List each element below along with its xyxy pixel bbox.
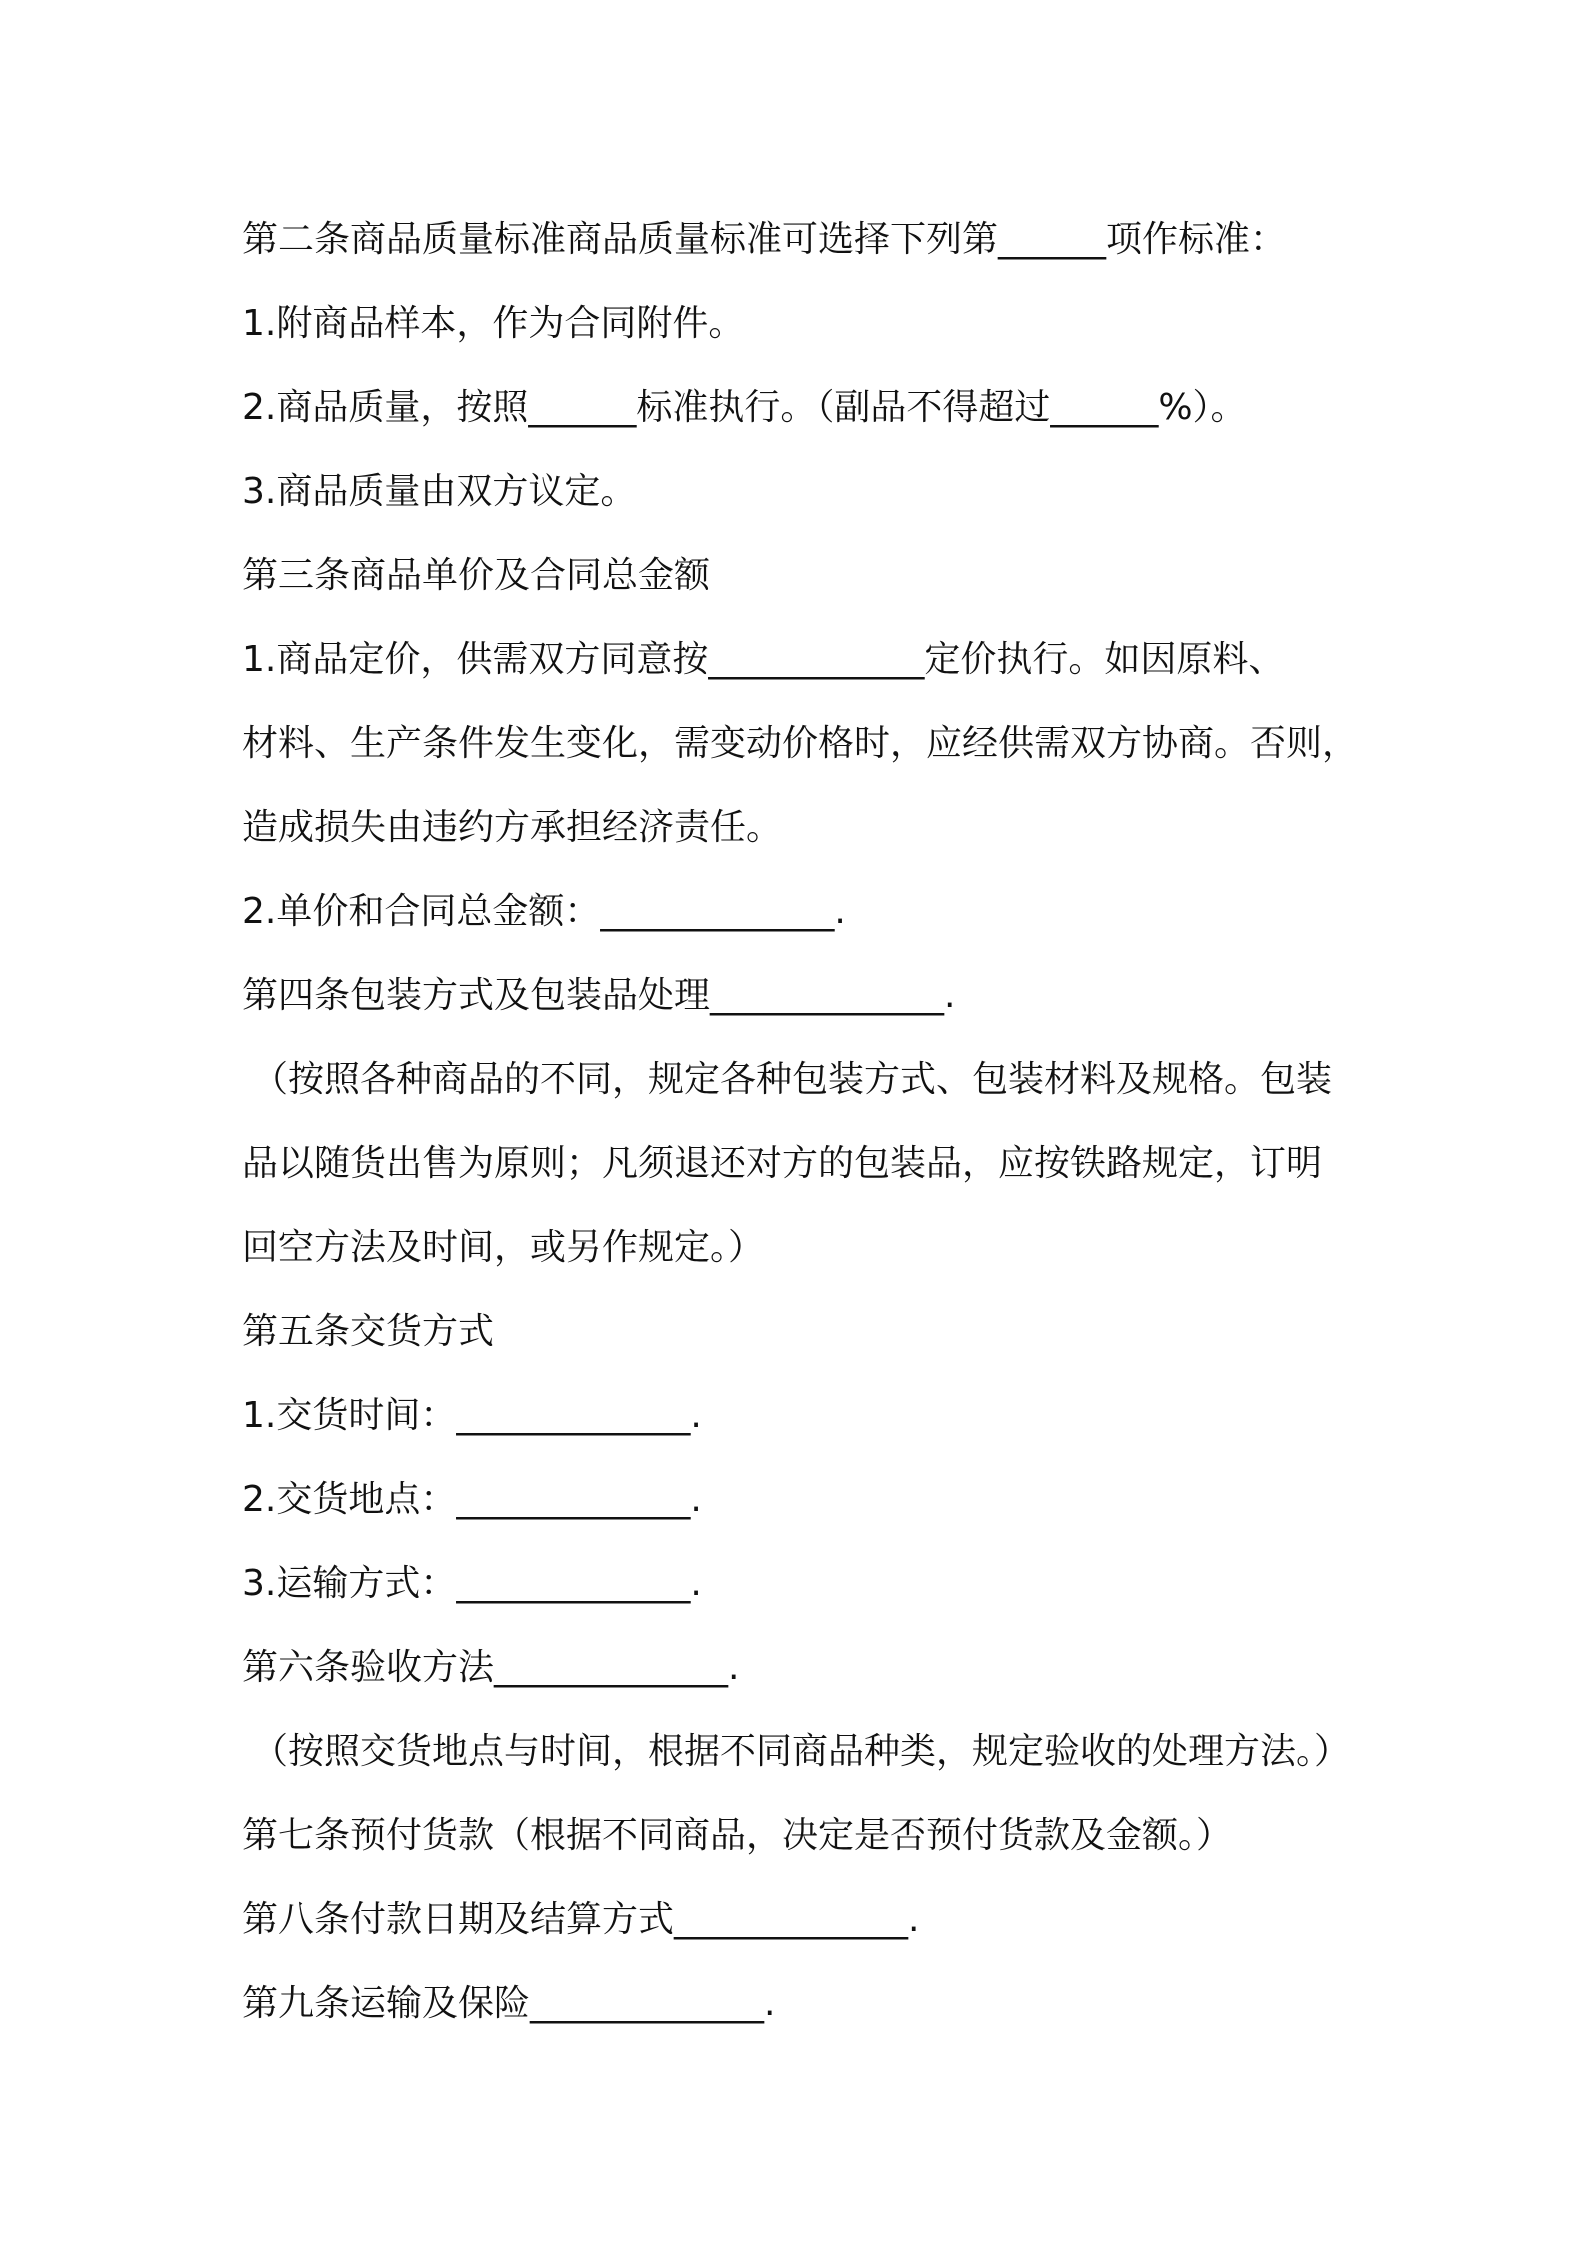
clause-8-heading: 第八条付款日期及结算方式_____________. xyxy=(242,1899,920,1940)
contract-body xyxy=(242,198,1402,2046)
clause-9-heading: 第九条运输及保险_____________. xyxy=(242,1983,776,2024)
clause-5-heading: 第五条交货方式 xyxy=(242,1311,495,1352)
clause-4-note-line-1: （按照各种商品的不同，规定各种包装方式、包装材料及规格。包装 xyxy=(252,1059,1333,1100)
clause-5-item-2: 2.交货地点：_____________. xyxy=(242,1479,702,1520)
clause-4-heading: 第四条包装方式及包装品处理_____________. xyxy=(242,975,956,1016)
clause-2-item-2: 2.商品质量，按照______标准执行。（副品不得超过______%）。 xyxy=(242,387,1247,428)
clause-2-heading: 第二条商品质量标准商品质量标准可选择下列第______项作标准： xyxy=(242,219,1287,260)
clause-3-item-1-line-2: 材料、生产条件发生变化，需变动价格时，应经供需双方协商。否则， xyxy=(242,723,1359,764)
clause-4-note-line-3: 回空方法及时间，或另作规定。） xyxy=(242,1227,765,1268)
clause-5-item-3: 3.运输方式：_____________. xyxy=(242,1563,702,1604)
clause-2-item-1: 1.附商品样本，作为合同附件。 xyxy=(242,303,745,344)
clause-3-item-1-line-1: 1.商品定价，供需双方同意按____________定价执行。如因原料、 xyxy=(242,639,1285,680)
clause-5-item-1: 1.交货时间：_____________. xyxy=(242,1395,702,1436)
clause-4-note-line-2: 品以随货出售为原则；凡须退还对方的包装品，应按铁路规定，订明 xyxy=(242,1143,1323,1184)
clause-3-item-1-line-3: 造成损失由违约方承担经济责任。 xyxy=(242,807,783,848)
clause-6-note: （按照交货地点与时间，根据不同商品种类，规定验收的处理方法。） xyxy=(252,1731,1351,1772)
clause-3-heading: 第三条商品单价及合同总金额 xyxy=(242,555,711,596)
clause-2-item-3: 3.商品质量由双方议定。 xyxy=(242,471,637,512)
clause-7-heading: 第七条预付货款（根据不同商品，决定是否预付货款及金额。） xyxy=(242,1815,1233,1856)
clause-3-item-2: 2.单价和合同总金额：_____________. xyxy=(242,891,846,932)
clause-6-heading: 第六条验收方法_____________. xyxy=(242,1647,740,1688)
